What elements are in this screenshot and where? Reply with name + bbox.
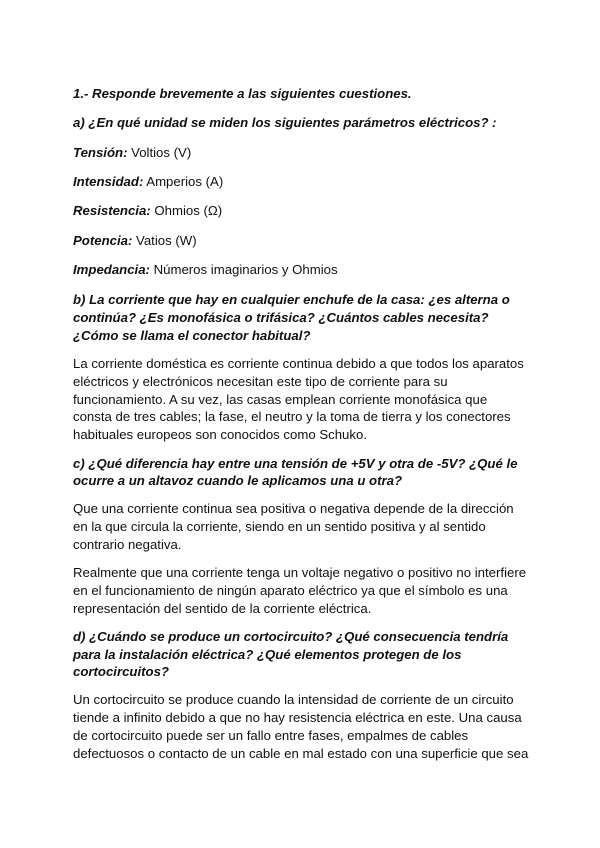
unit-item-intensidad [73, 173, 223, 190]
answer-d-line: Un cortocircuito se produce cuando la intensidad de corriente de un circuito [73, 692, 514, 707]
unit-label: Potencia: [73, 233, 133, 248]
answer-c2-line: representación del sentido de la corriente eléctrica. [73, 601, 372, 616]
unit-item-impedancia [73, 261, 338, 278]
question-c-heading-line: c) ¿Qué diferencia hay entre una tensión de +5V y otra de -5V? ¿Qué le [73, 456, 518, 471]
answer-b-line: La corriente doméstica es corriente continua debido a que todos los aparatos [73, 356, 524, 371]
unit-value: Voltios (V) [127, 145, 192, 160]
question-d-heading-line: d) ¿Cuándo se produce un cortocircuito? ¿Qué consecuencia tendría [73, 629, 509, 644]
question-b-heading-line: b) La corriente que hay en cualquier enchufe de la casa: ¿es alterna o [73, 292, 510, 307]
answer-b-line: funcionamiento. A su vez, las casas emplean corriente monofásica que [73, 392, 488, 407]
question-d-heading-line: para la instalación eléctrica? ¿Qué elementos protegen de los [73, 647, 462, 662]
answer-b-line: eléctricos y electrónicos necesitan este tipo de corriente para su [73, 374, 448, 389]
question-d-heading-line: cortocircuitos? [73, 664, 169, 679]
answer-d-line: de cortocircuito puede ser un fallo entre fases, empalmes de cables [73, 728, 469, 743]
unit-label: Impedancia: [73, 262, 150, 277]
unit-value: Números imaginarios y Ohmios [149, 262, 338, 277]
answer-d-line: defectuosos o contacto de un cable en mal estado con una superficie que sea [73, 746, 529, 761]
answer-c2-line: Realmente que una corriente tenga un voltaje negativo o positivo no interfiere [73, 565, 527, 580]
question-b-heading-line: ¿Cómo se llama el conector habitual? [73, 328, 311, 343]
unit-value: Vatios (W) [132, 233, 197, 248]
unit-label: Tensión: [73, 145, 128, 160]
unit-item-tension [73, 144, 191, 161]
unit-label: Resistencia: [73, 203, 151, 218]
question-c-heading-line: ocurre a un altavoz cuando le aplicamos una u otra? [73, 473, 403, 488]
unit-value: Amperios (A) [143, 174, 224, 189]
answer-c1-line: Que una corriente continua sea positiva o negativa depende de la dirección [73, 501, 514, 516]
unit-label: Intensidad: [73, 174, 144, 189]
unit-item-potencia [73, 232, 197, 249]
document-title: 1.- Responde brevemente a las siguientes cuestiones. [73, 86, 412, 101]
answer-b-line: consta de tres cables; la fase, el neutro y la toma de tierra y los conectores [73, 409, 511, 424]
answer-c2-line: en el funcionamiento de ningún aparato eléctrico ya que el símbolo es una [73, 583, 508, 598]
answer-d-line: tiende a infinito debido a que no hay resistencia eléctrica en este. Una causa [73, 710, 522, 725]
question-b-heading-line: continúa? ¿Es monofásica o trifásica? ¿Cuántos cables necesita? [73, 310, 489, 325]
unit-item-resistencia [73, 202, 222, 219]
unit-value: Ohmios (Ω) [150, 203, 223, 218]
answer-c1-line: en la que circula la corriente, siendo en un sentido positiva y al sentido [73, 519, 486, 534]
answer-c1-line: contrario negativa. [73, 537, 182, 552]
question-a-heading: a) ¿En qué unidad se miden los siguientes parámetros eléctricos? : [73, 115, 497, 130]
answer-b-line: habituales europeos son conocidos como Schuko. [73, 427, 367, 442]
